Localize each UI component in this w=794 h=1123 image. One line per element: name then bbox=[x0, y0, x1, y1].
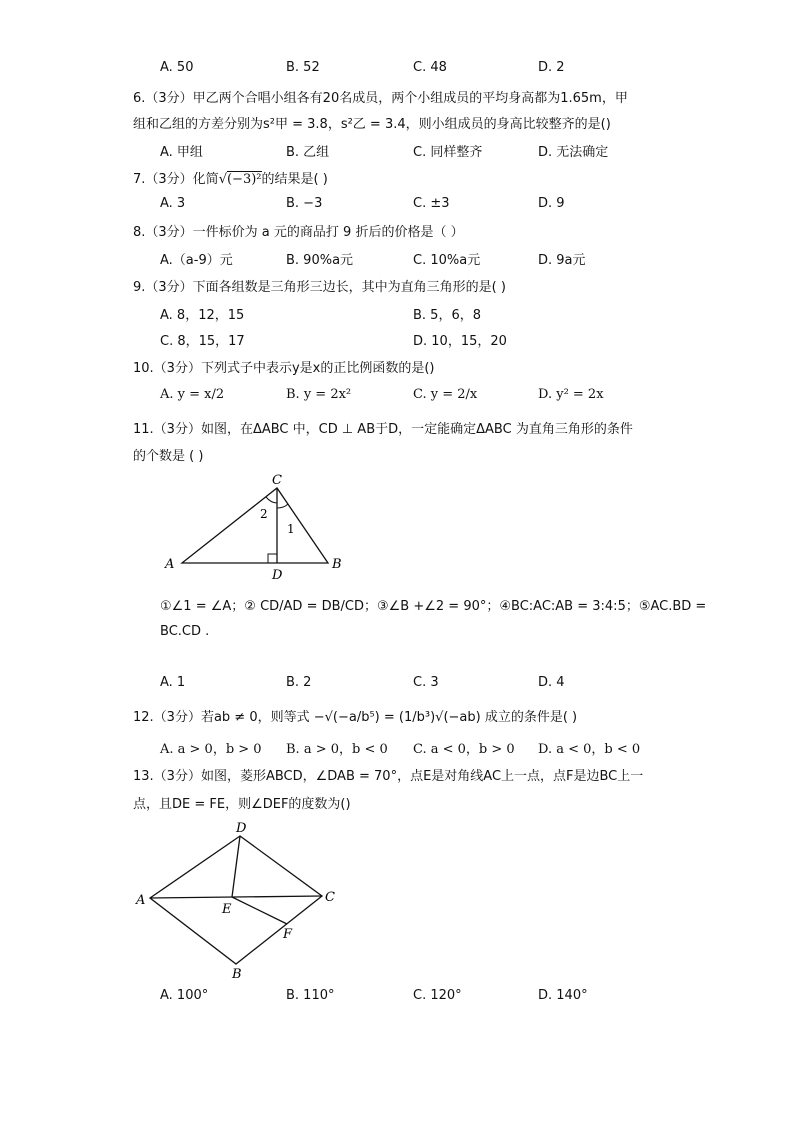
q8-option-c: C. 10%a元 bbox=[413, 253, 481, 268]
q7-option-d: D. 9 bbox=[538, 196, 565, 211]
q9-option-a: A. 8，12，15 bbox=[160, 308, 245, 323]
q13-label-f: F bbox=[283, 927, 293, 942]
q11-option-b: B. 2 bbox=[286, 675, 312, 690]
q12-option-b: B. a > 0，b < 0 bbox=[286, 742, 388, 757]
q11-right-angle-mark bbox=[268, 554, 277, 563]
q7-option-a: A. 3 bbox=[160, 196, 186, 211]
q10-stem: 10.（3分）下列式子中表示y是x的正比例函数的是() bbox=[133, 361, 435, 376]
q5-option-d: D. 2 bbox=[538, 60, 565, 75]
q13-stem-line2: 点，且DE = FE，则∠DEF的度数为() bbox=[133, 797, 351, 812]
q13-label-c: C bbox=[325, 890, 335, 905]
q11-conditions-line1: ①∠1 = ∠A；② CD/AD = DB/CD；③∠B +∠2 = 90°；④BC:AC:AB = 3:4:5；⑤AC.BD = bbox=[160, 599, 707, 614]
q10-option-a: A. y = x/2 bbox=[160, 387, 225, 402]
q9-option-b: B. 5，6，8 bbox=[413, 308, 481, 323]
q13-segment-de bbox=[232, 836, 240, 897]
q7-stem-suffix: 的结果是( ) bbox=[261, 172, 328, 187]
q5-option-b: B. 52 bbox=[286, 60, 320, 75]
q11-triangle-abc bbox=[182, 488, 328, 563]
q13-label-d: D bbox=[236, 821, 247, 836]
q11-option-d: D. 4 bbox=[538, 675, 565, 690]
q12-option-c: C. a < 0，b > 0 bbox=[413, 742, 515, 757]
q7-sqrt-sign: √ bbox=[218, 172, 227, 187]
q12-stem: 12.（3分）若ab ≠ 0，则等式 −√(−a/b⁵) = (1/b³)√(−ab) 成立的条件是( ) bbox=[133, 710, 578, 725]
q6-stem-line2: 组和乙组的方差分别为s²甲 = 3.8，s²乙 = 3.4，则小组成员的身高比较整齐的是() bbox=[133, 117, 611, 132]
q13-label-e: E bbox=[222, 902, 232, 917]
q6-option-a: A. 甲组 bbox=[160, 145, 203, 160]
q6-option-b: B. 乙组 bbox=[286, 145, 330, 160]
q13-option-c: C. 120° bbox=[413, 988, 462, 1003]
q11-label-angle1: 1 bbox=[287, 522, 295, 536]
q13-option-b: B. 110° bbox=[286, 988, 335, 1003]
q12-option-d: D. a < 0，b < 0 bbox=[538, 742, 641, 757]
q11-label-angle2: 2 bbox=[260, 507, 268, 521]
q7-stem bbox=[133, 168, 328, 187]
q10-option-d: D. y² = 2x bbox=[538, 387, 604, 402]
q11-triangle-figure bbox=[160, 470, 350, 585]
q13-segment-ef bbox=[232, 897, 287, 924]
q7-option-c: C. ±3 bbox=[413, 196, 450, 211]
q13-label-b: B bbox=[232, 967, 242, 982]
q10-option-b: B. y = 2x² bbox=[286, 387, 352, 402]
q9-option-d: D. 10，15，20 bbox=[413, 334, 507, 349]
q11-label-a: A bbox=[165, 557, 175, 572]
q8-option-d: D. 9a元 bbox=[538, 253, 586, 268]
q9-option-c: C. 8，15，17 bbox=[160, 334, 245, 349]
q11-stem-line2: 的个数是 ( ) bbox=[133, 449, 204, 464]
q7-radicand: (−3)² bbox=[226, 172, 262, 187]
q9-stem: 9.（3分）下面各组数是三角形三边长，其中为直角三角形的是( ) bbox=[133, 280, 506, 295]
q10-option-c: C. y = 2/x bbox=[413, 387, 478, 402]
q11-label-d: D bbox=[272, 568, 283, 583]
q11-option-a: A. 1 bbox=[160, 675, 186, 690]
q6-stem-line1: 6.（3分）甲乙两个合唱小组各有20名成员，两个小组成员的平均身高都为1.65m，甲 bbox=[133, 91, 628, 106]
q11-angle1-arc bbox=[277, 504, 288, 508]
q7-stem-prefix: 7.（3分）化简 bbox=[133, 172, 219, 187]
q11-label-c: C bbox=[272, 473, 282, 488]
q13-label-a: A bbox=[136, 893, 146, 908]
q13-option-a: A. 100° bbox=[160, 988, 209, 1003]
q11-option-c: C. 3 bbox=[413, 675, 439, 690]
q7-option-b: B. −3 bbox=[286, 196, 323, 211]
q5-option-a: A. 50 bbox=[160, 60, 194, 75]
q11-conditions-line2: BC.CD . bbox=[160, 624, 210, 639]
q5-option-c: C. 48 bbox=[413, 60, 447, 75]
q13-stem-line1: 13.（3分）如图，菱形ABCD，∠DAB = 70°，点E是对角线AC上一点，点F是边BC上一 bbox=[133, 769, 644, 784]
q11-label-b: B bbox=[332, 557, 342, 572]
q6-option-d: D. 无法确定 bbox=[538, 145, 609, 160]
q6-option-c: C. 同样整齐 bbox=[413, 145, 483, 160]
q8-option-a: A.（a-9）元 bbox=[160, 253, 233, 268]
q13-option-d: D. 140° bbox=[538, 988, 588, 1003]
q13-rhombus-abcd bbox=[150, 836, 322, 964]
q8-option-b: B. 90%a元 bbox=[286, 253, 354, 268]
q11-stem-line1: 11.（3分）如图，在ΔABC 中，CD ⊥ AB于D，一定能确定ΔABC 为直角三角形的条件 bbox=[133, 422, 633, 437]
q13-rhombus-figure bbox=[130, 816, 350, 986]
q13-diagonal-ac bbox=[150, 896, 322, 898]
q11-angle2-arc bbox=[266, 497, 277, 503]
q12-option-a: A. a > 0，b > 0 bbox=[160, 742, 262, 757]
q8-stem: 8.（3分）一件标价为 a 元的商品打 9 折后的价格是（ ） bbox=[133, 225, 464, 240]
